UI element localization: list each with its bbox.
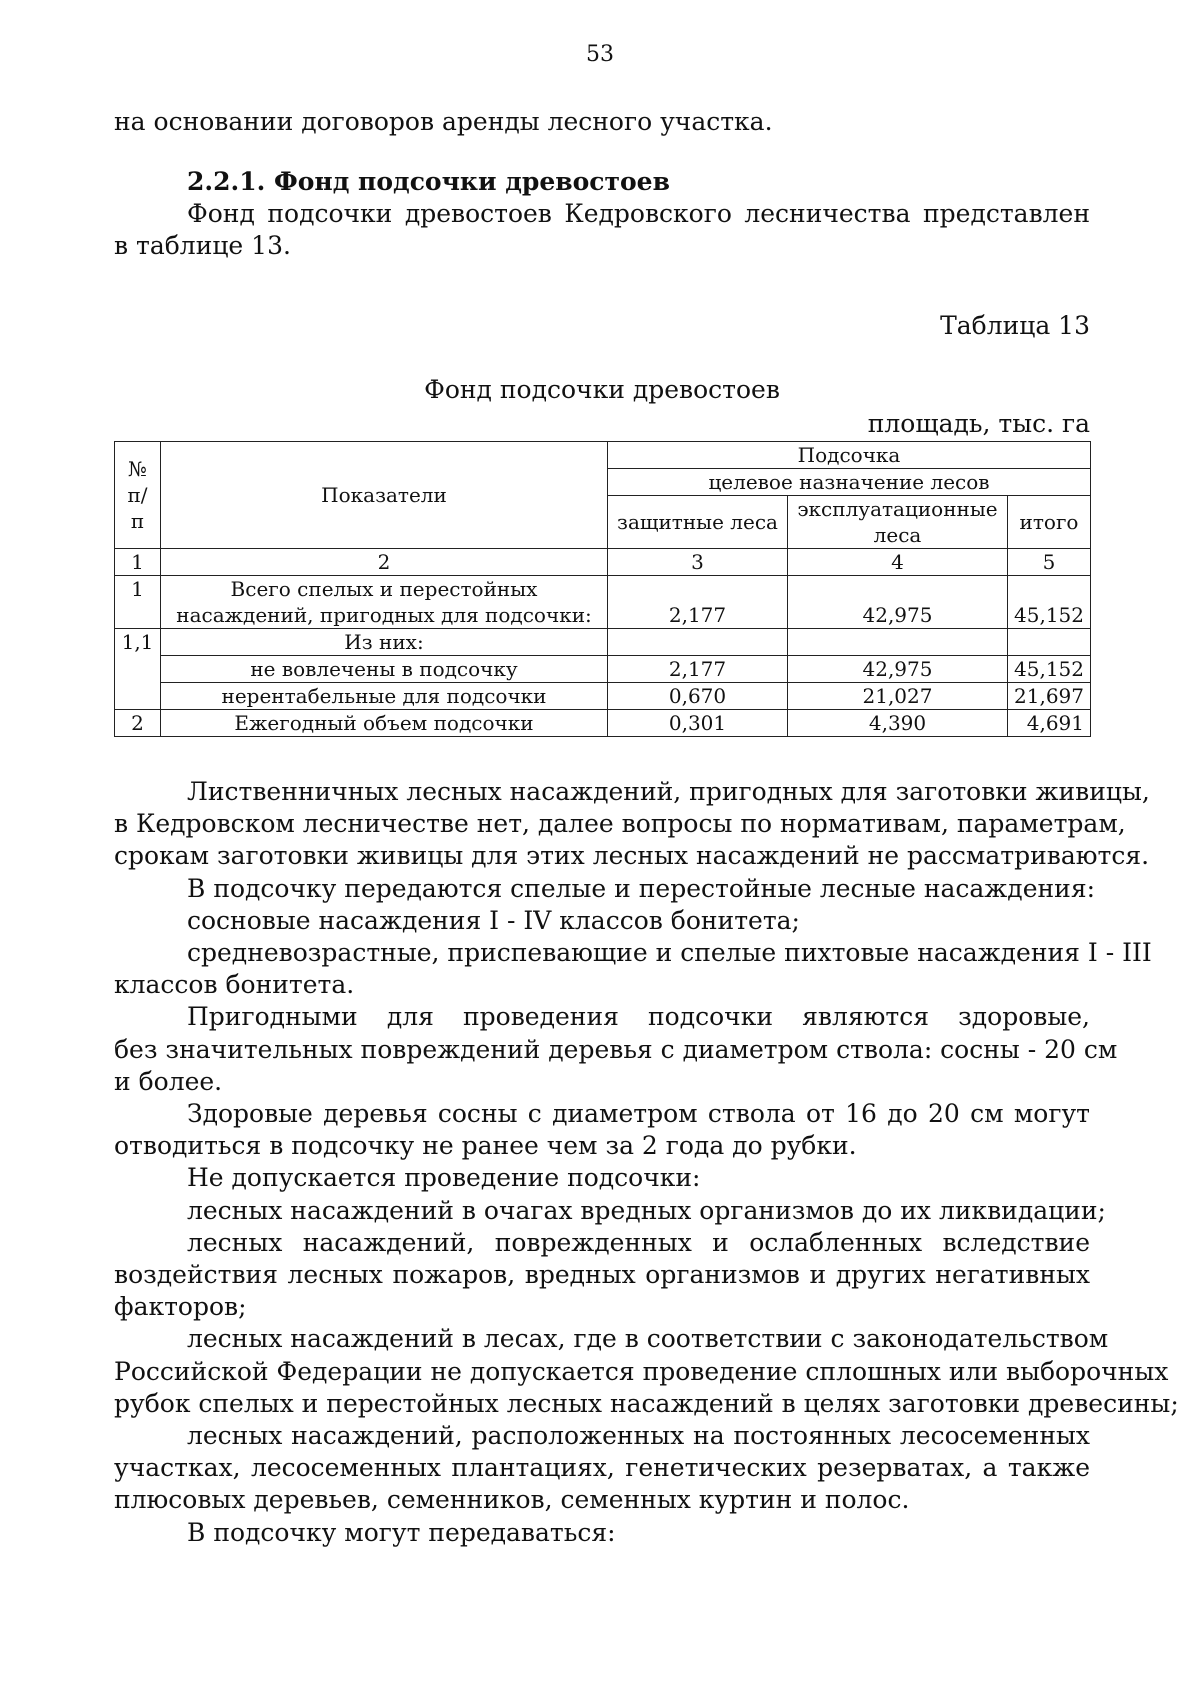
body-line: лесных насаждений, поврежденных и ослабленных вследствие: [187, 1228, 1090, 1257]
header-exploitation: эксплуатационные леса: [788, 496, 1008, 549]
row-total: 4,691: [1008, 710, 1091, 737]
row-label: не вовлечены в подсочку: [161, 656, 608, 683]
table-unit: площадь, тыс. га: [867, 409, 1090, 438]
page-number: 53: [586, 42, 614, 67]
header-num: № п/п: [115, 442, 161, 549]
body-line: В подсочку передаются спелые и перестойные лесные насаждения:: [187, 874, 1096, 903]
column-number: 5: [1008, 549, 1091, 576]
row-num: 1: [115, 576, 161, 629]
row-protective: 0,301: [608, 710, 788, 737]
body-line: лесных насаждений, расположенных на постоянных лесосеменных: [187, 1421, 1090, 1450]
table-title: Фонд подсочки древостоев: [424, 375, 780, 404]
body-line: Здоровые деревья сосны с диаметром ствола от 16 до 20 см могут: [187, 1099, 1090, 1128]
row-exploitation: 4,390: [788, 710, 1008, 737]
row-total: 21,697: [1008, 683, 1091, 710]
body-line: срокам заготовки живицы для этих лесных насаждений не рассматриваются.: [114, 841, 1150, 870]
row-total: 45,152: [1008, 656, 1091, 683]
row-protective: [608, 629, 788, 656]
table-label: Таблица 13: [940, 311, 1090, 340]
table-row: [115, 683, 1091, 710]
section-paragraph-line: в таблице 13.: [114, 231, 291, 260]
table-row: [115, 576, 1091, 629]
row-exploitation: 42,975: [788, 576, 1008, 629]
row-label: нерентабельные для подсочки: [161, 683, 608, 710]
table-row: [115, 629, 1091, 656]
column-number: 4: [788, 549, 1008, 576]
column-number: 2: [161, 549, 608, 576]
header-indicators: Показатели: [161, 442, 608, 549]
body-line: средневозрастные, приспевающие и спелые пихтовые насаждения I - III: [187, 938, 1152, 967]
row-label: Из них:: [161, 629, 608, 656]
row-total: [1008, 629, 1091, 656]
column-number: 1: [115, 549, 161, 576]
table-header-row: [115, 442, 1091, 469]
body-line: лесных насаждений в лесах, где в соответствии с законодательством: [187, 1324, 1109, 1353]
body-line: лесных насаждений в очагах вредных организмов до их ликвидации;: [187, 1196, 1106, 1225]
body-line: воздействия лесных пожаров, вредных организмов и других негативных: [114, 1260, 1090, 1289]
body-line: участках, лесосеменных плантациях, генетических резерватах, а также: [114, 1453, 1090, 1482]
body-line: и более.: [114, 1067, 223, 1096]
body-line: факторов;: [114, 1292, 247, 1321]
body-line: Не допускается проведение подсочки:: [187, 1163, 701, 1192]
row-num: 2: [115, 710, 161, 737]
body-line: сосновые насаждения I - IV классов бонитета;: [187, 906, 800, 935]
body-line: Пригодными для проведения подсочки являются здоровые,: [187, 1002, 1090, 1031]
row-exploitation: 42,975: [788, 656, 1008, 683]
row-protective: 2,177: [608, 576, 788, 629]
section-heading: 2.2.1. Фонд подсочки древостоев: [187, 167, 670, 196]
header-protective: защитные леса: [608, 496, 788, 549]
body-line: Российской Федерации не допускается проведение сплошных или выборочных: [114, 1357, 1169, 1386]
header-subgroup: целевое назначение лесов: [608, 469, 1091, 496]
section-paragraph-line: Фонд подсочки древостоев Кедровского лесничества представлен: [187, 199, 1090, 228]
body-line: Лиственничных лесных насаждений, пригодных для заготовки живицы,: [187, 777, 1150, 806]
body-line: рубок спелых и перестойных лесных насаждений в целях заготовки древесины;: [114, 1389, 1179, 1418]
row-protective: 0,670: [608, 683, 788, 710]
row-exploitation: 21,027: [788, 683, 1008, 710]
body-line: без значительных повреждений деревья с диаметром ствола: сосны - 20 см: [114, 1035, 1118, 1064]
row-exploitation: [788, 629, 1008, 656]
column-number: 3: [608, 549, 788, 576]
intro-line: на основании договоров аренды лесного участка.: [114, 107, 773, 136]
body-line: классов бонитета.: [114, 970, 355, 999]
forest-tapping-table: [114, 441, 1091, 737]
row-total: 45,152: [1008, 576, 1091, 629]
body-line: отводиться в подсочку не ранее чем за 2 года до рубки.: [114, 1131, 857, 1160]
column-number-row: [115, 549, 1091, 576]
row-num: 1,1: [115, 629, 161, 710]
row-label: Всего спелых и перестойных насаждений, пригодных для подсочки:: [161, 576, 608, 629]
row-label: Ежегодный объем подсочки: [161, 710, 608, 737]
body-line: В подсочку могут передаваться:: [187, 1518, 616, 1547]
table-row: [115, 710, 1091, 737]
body-line: плюсовых деревьев, семенников, семенных куртин и полос.: [114, 1485, 910, 1514]
table-row: [115, 656, 1091, 683]
header-total: итого: [1008, 496, 1091, 549]
row-protective: 2,177: [608, 656, 788, 683]
header-group: Подсочка: [608, 442, 1091, 469]
body-line: в Кедровском лесничестве нет, далее вопросы по нормативам, параметрам,: [114, 809, 1126, 838]
